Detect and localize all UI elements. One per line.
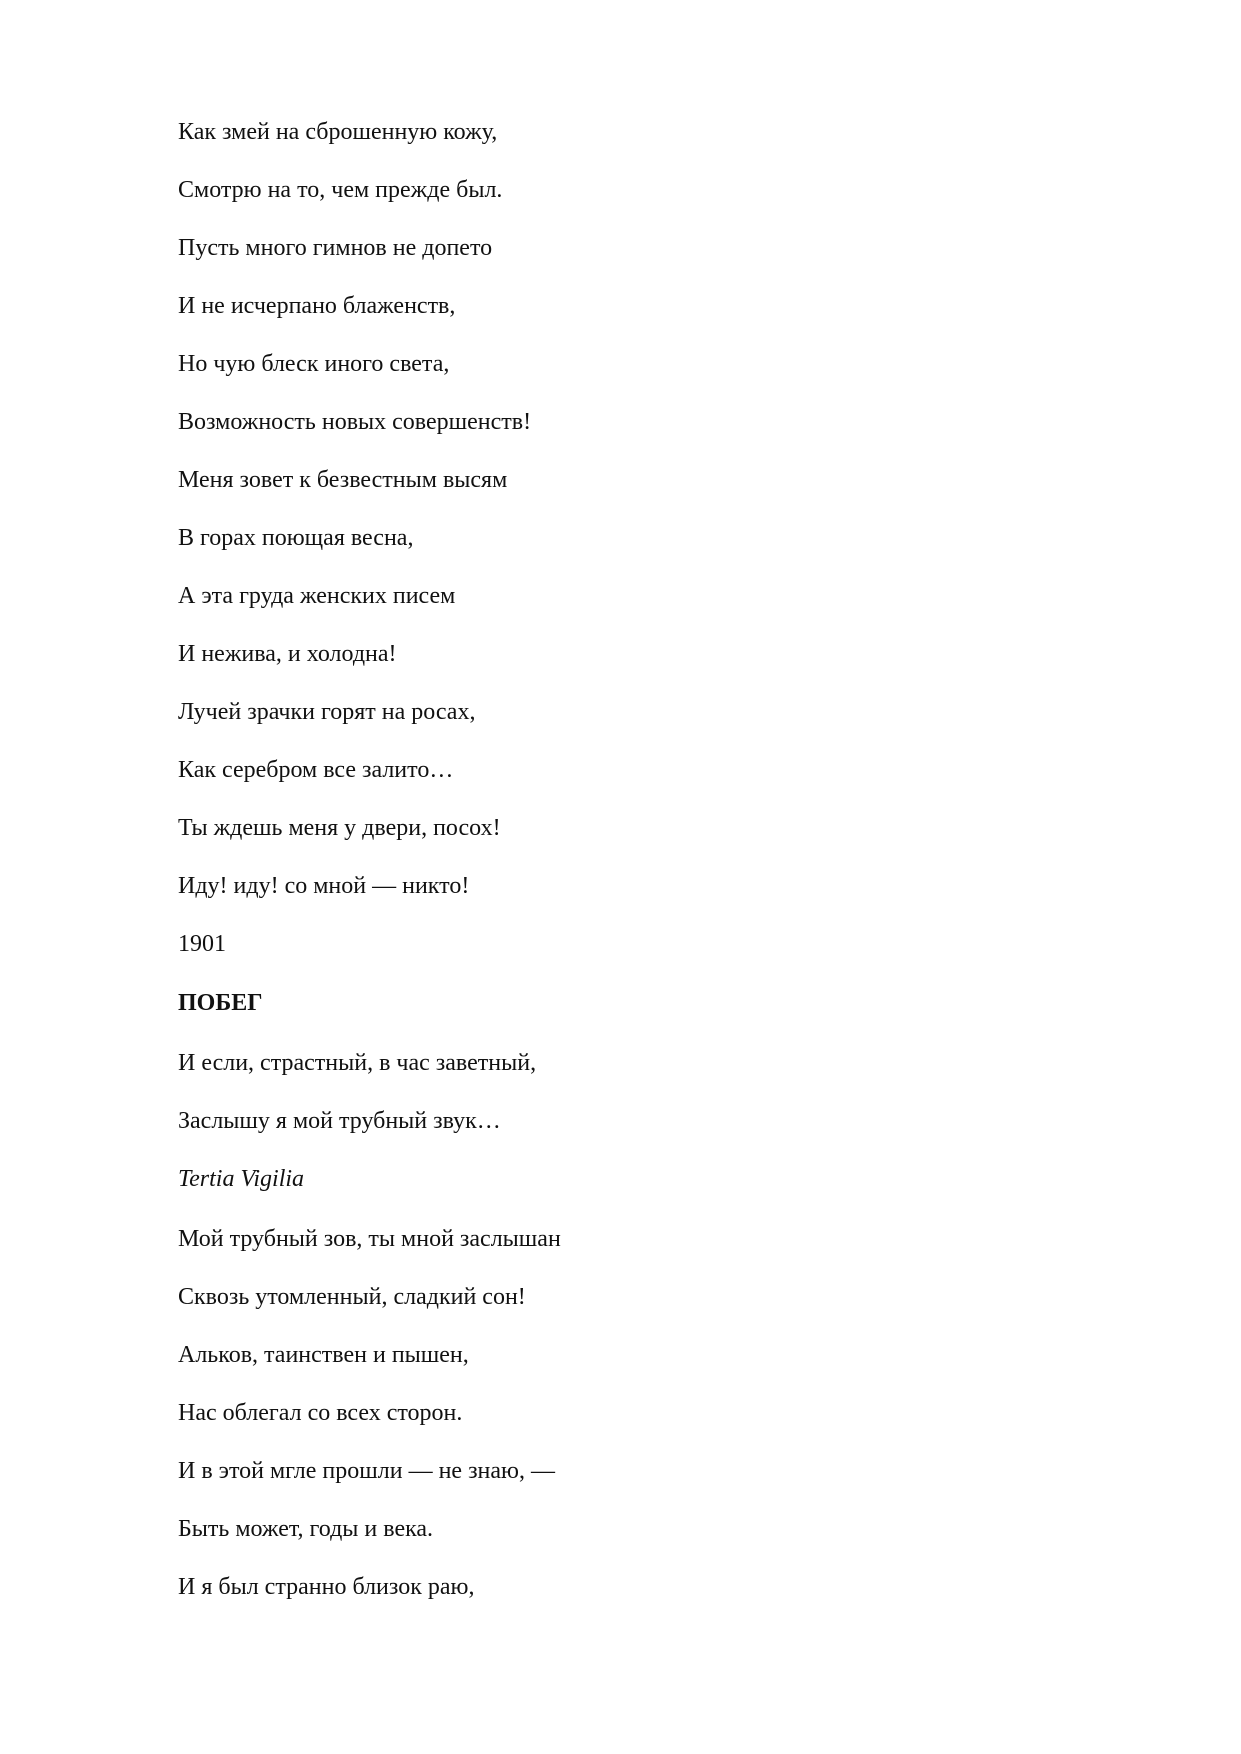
poem-line: В горах поющая весна,: [178, 525, 414, 551]
poem-line: И в этой мгле прошли — не знаю, —: [178, 1458, 555, 1484]
poem-line: И я был странно близок раю,: [178, 1574, 475, 1600]
poem-line: Возможность новых совершенств!: [178, 409, 532, 435]
poem-line: Но чую блеск иного света,: [178, 351, 450, 377]
poem-line: И не исчерпано блаженств,: [178, 293, 456, 319]
poem-line: Смотрю на то, чем прежде был.: [178, 177, 503, 203]
poem-line: Иду! иду! со мной — никто!: [178, 873, 470, 899]
poem-title: ПОБЕГ: [178, 990, 263, 1016]
poem-line: Нас облегал со всех сторон.: [178, 1400, 463, 1426]
poem-line: Ты ждешь меня у двери, посох!: [178, 815, 501, 841]
poem-line: И нежива, и холодна!: [178, 641, 397, 667]
poem-line: Сквозь утомленный, сладкий сон!: [178, 1284, 526, 1310]
poem-line: Быть может, годы и века.: [178, 1516, 434, 1542]
poem-line: Как серебром все залито…: [178, 757, 454, 783]
epigraph-line: Заслышу я мой трубный звук…: [178, 1108, 501, 1134]
poem-line: А эта груда женских писем: [178, 583, 456, 609]
poem-line: Как змей на сброшенную кожу,: [178, 119, 498, 145]
epigraph-line: И если, страстный, в час заветный,: [178, 1050, 537, 1076]
poem-line: Мой трубный зов, ты мной заслышан: [178, 1226, 561, 1252]
poem-line: Альков, таинствен и пышен,: [178, 1342, 469, 1368]
poem-date: 1901: [178, 931, 226, 957]
epigraph-source: Tertia Vigilia: [178, 1166, 305, 1192]
poem-line: Лучей зрачки горят на росах,: [178, 699, 476, 725]
poem-line: Пусть много гимнов не допето: [178, 235, 493, 261]
poem-line: Меня зовет к безвестным высям: [178, 467, 508, 493]
